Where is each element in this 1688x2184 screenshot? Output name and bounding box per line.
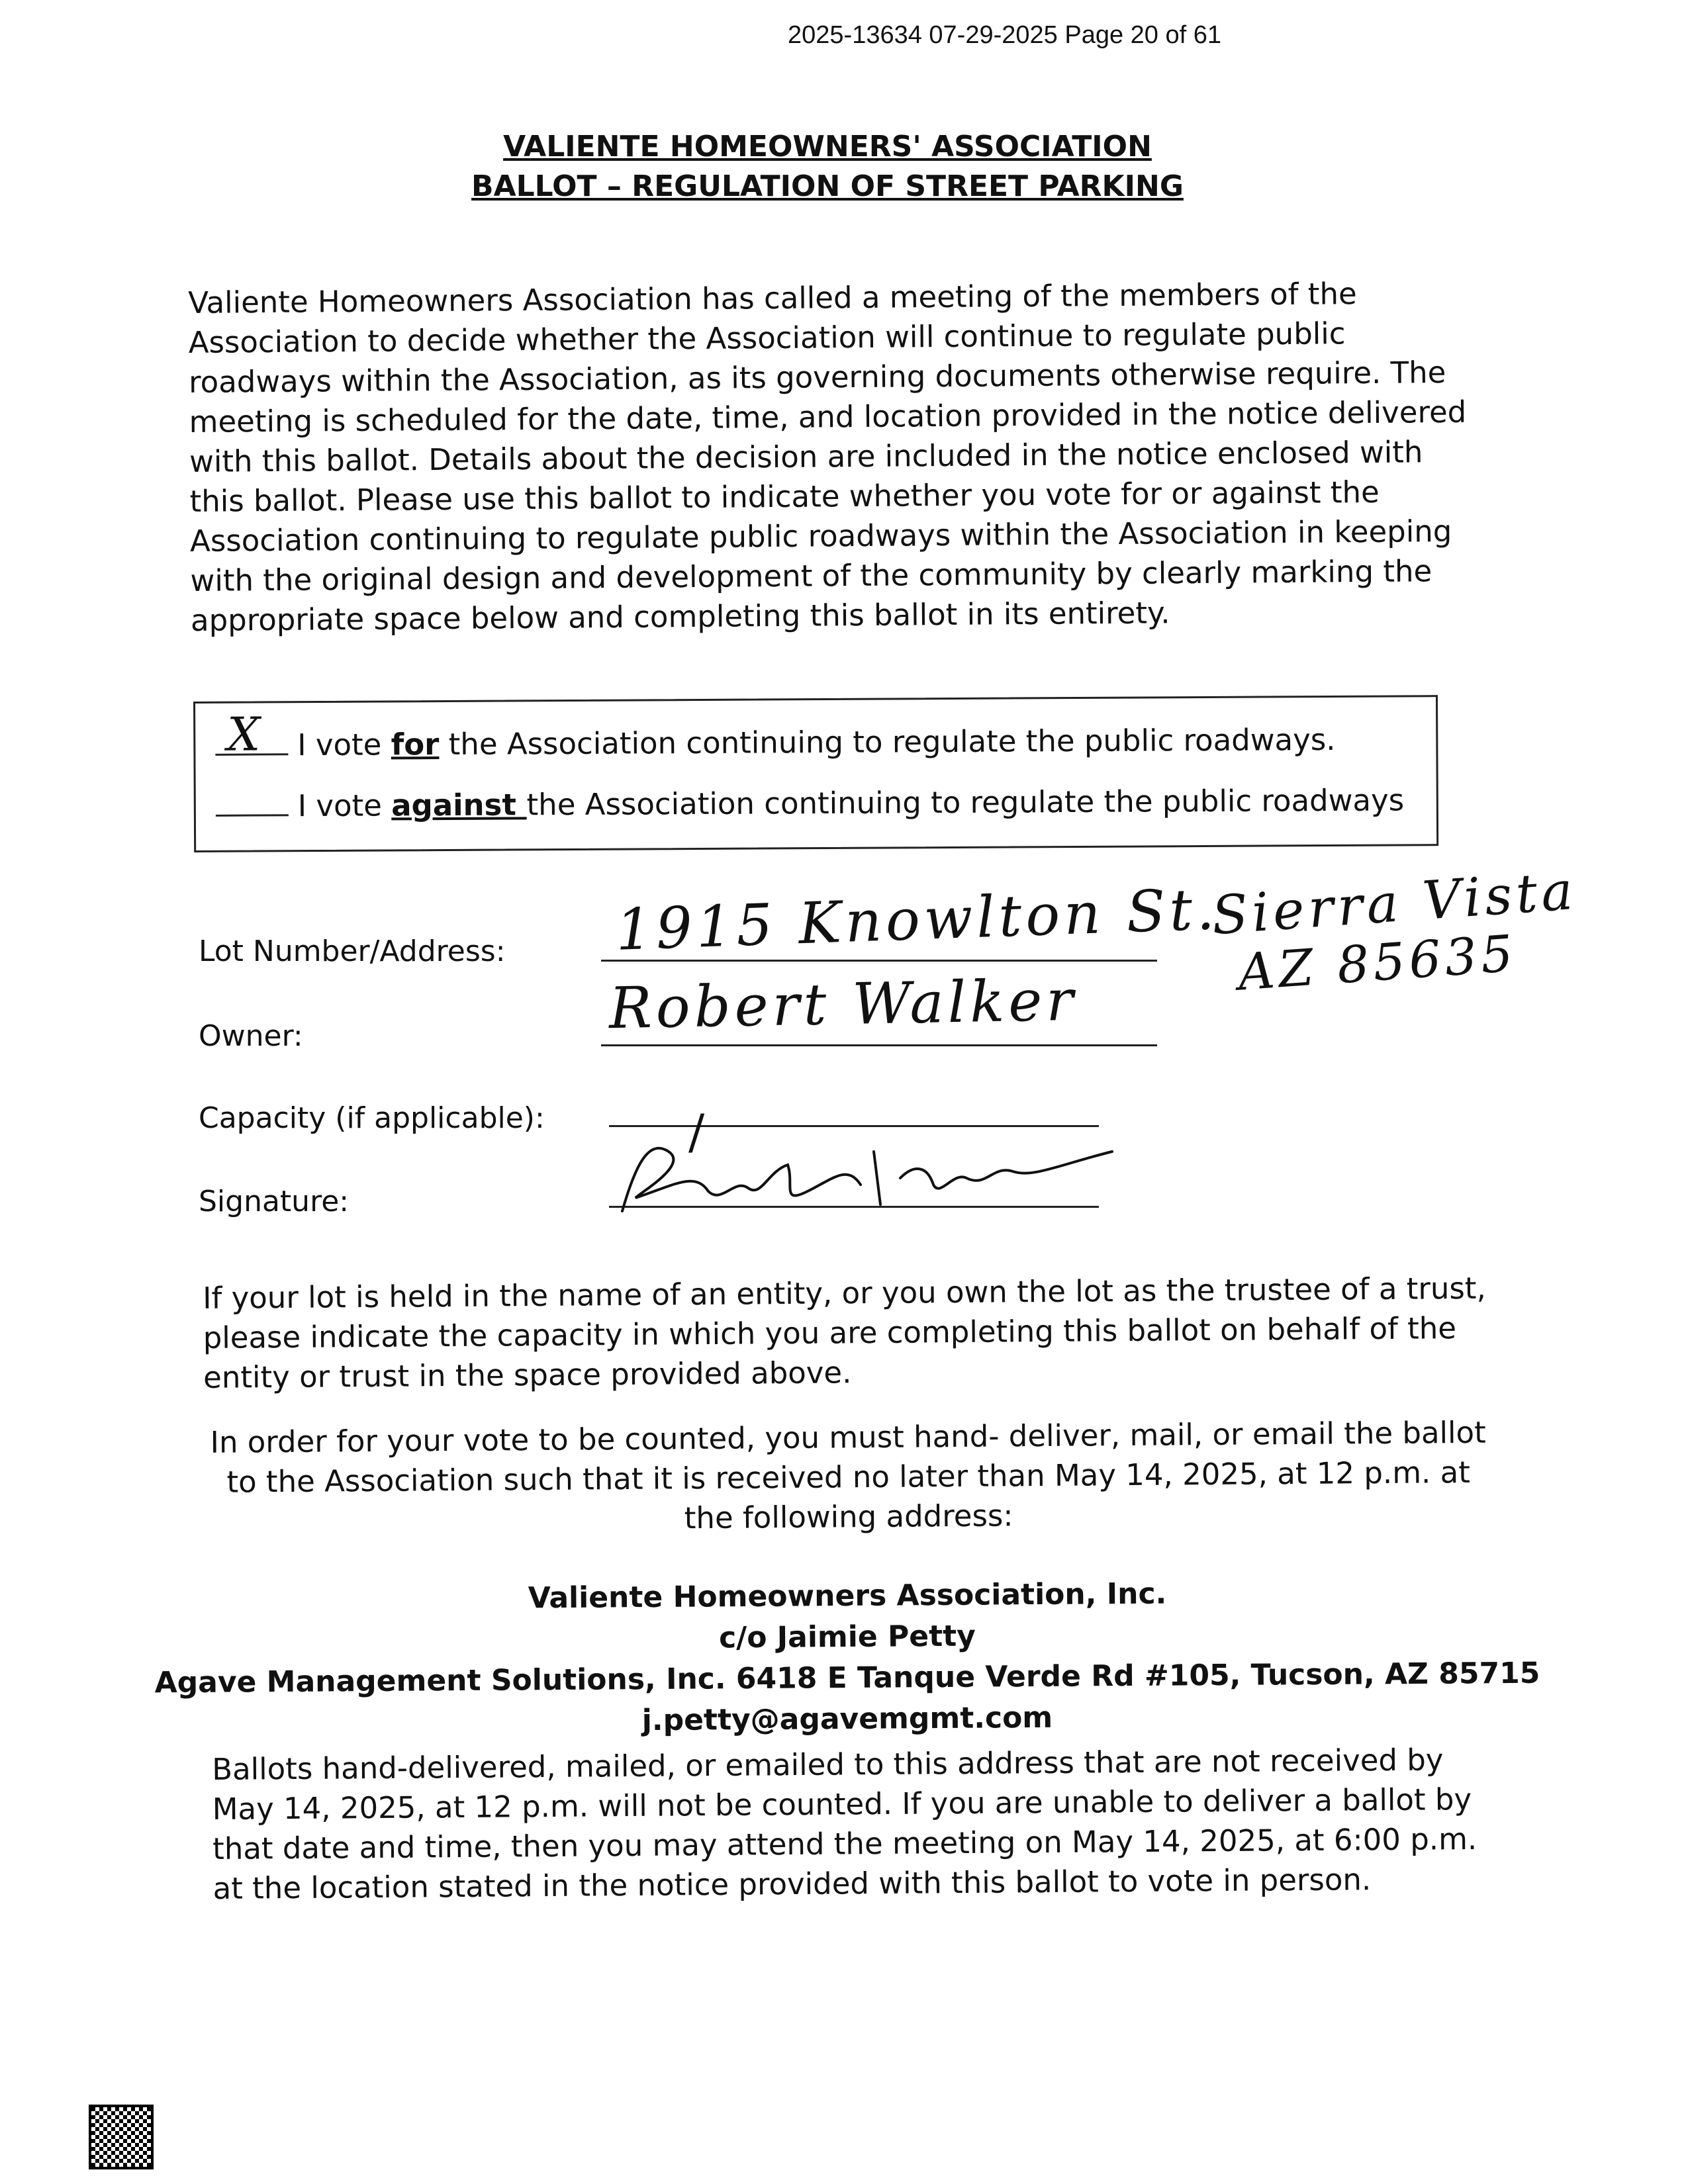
vote-option-against[interactable] (216, 779, 1405, 823)
handwritten-signature (596, 1125, 1139, 1231)
deadline-paragraph: In order for your vote to be counted, you must hand- deliver, mail, or email the ballot to the Association such that it is received no later than May 14, 2025, at 12 p.m. at the following address: (210, 1414, 1486, 1536)
entity-paragraph: If your lot is held in the name of an entity, or you own the lot as the trustee of a trust, please indicate the capacity in which you are completing this ballot on behalf of the entity or trust in the space provided above. (203, 1270, 1486, 1395)
association-title: VALIENTE HOMEOWNERS' ASSOCIATION (503, 130, 1152, 163)
vote-for-blank[interactable] (215, 707, 288, 762)
intro-paragraph: Valiente Homeowners Association has called a meeting of the members of the Association to decide whether the Association will continue to regulate public roadways within the Association, as its governing documents otherwise require. The meeting is scheduled for the date, time, and location provided in the notice delivered with this ballot. Details about the decision are included in the notice enclosed with this ballot. Please use this ballot to indicate whether you vote for or against the Association continuing to regulate public roadways within the Association in keeping with the original design and development of the community by clearly marking the appropriate space below and completing this ballot in its entirety. (188, 276, 1467, 638)
lot-address-value[interactable]: 1915 Knowlton St. (614, 876, 1220, 964)
address-street: Agave Management Solutions, Inc. 6418 E Tanque Verde Rd #105, Tucson, AZ 85715 (154, 1656, 1540, 1700)
vote-option-for[interactable] (215, 707, 1336, 763)
state-zip-value: AZ 85635 (1236, 923, 1519, 1002)
ballot-title: BALLOT – REGULATION OF STREET PARKING (471, 169, 1184, 203)
closing-paragraph: Ballots hand-delivered, mailed, or emailed to this address that are not received by May 14, 2025, at 12 p.m. will not be counted. If you are unable to deliver a ballot by that date and time, then you may attend the meeting on May 14, 2025, at 6:00 p.m. at the location stated in the notice provided with this ballot to vote in person. (212, 1742, 1477, 1906)
address-association: Valiente Homeowners Association, Inc. (528, 1576, 1167, 1615)
vote-for-emphasis: for (391, 727, 440, 762)
capacity-label: Capacity (if applicable): (199, 1101, 545, 1135)
address-care-of: c/o Jaimie Petty (718, 1619, 976, 1655)
owner-line (601, 1044, 1157, 1046)
vote-for-mark: X (227, 707, 261, 762)
qr-code (91, 2107, 151, 2167)
city-value: Sierra Vista (1209, 859, 1579, 947)
signature-label: Signature: (199, 1185, 350, 1218)
capacity-mark: ∕ (688, 1104, 705, 1160)
vote-options-box (193, 695, 1438, 852)
owner-value[interactable]: Robert Walker (608, 967, 1078, 1042)
document-stamp: 2025-13634 07-29-2025 Page 20 of 61 (788, 21, 1221, 49)
owner-label: Owner: (199, 1019, 303, 1053)
vote-against-prefix: I vote (297, 788, 392, 824)
vote-against-blank[interactable] (216, 785, 289, 817)
lot-address-label: Lot Number/Address: (199, 934, 506, 968)
vote-for-suffix: the Association continuing to regulate the public roadways. (439, 721, 1336, 762)
vote-for-prefix: I vote (297, 727, 391, 763)
address-email[interactable]: j.petty@agavemgmt.com (641, 1700, 1053, 1738)
vote-against-emphasis: against (391, 787, 527, 823)
vote-against-suffix: the Association continuing to regulate the public roadways (526, 782, 1405, 823)
